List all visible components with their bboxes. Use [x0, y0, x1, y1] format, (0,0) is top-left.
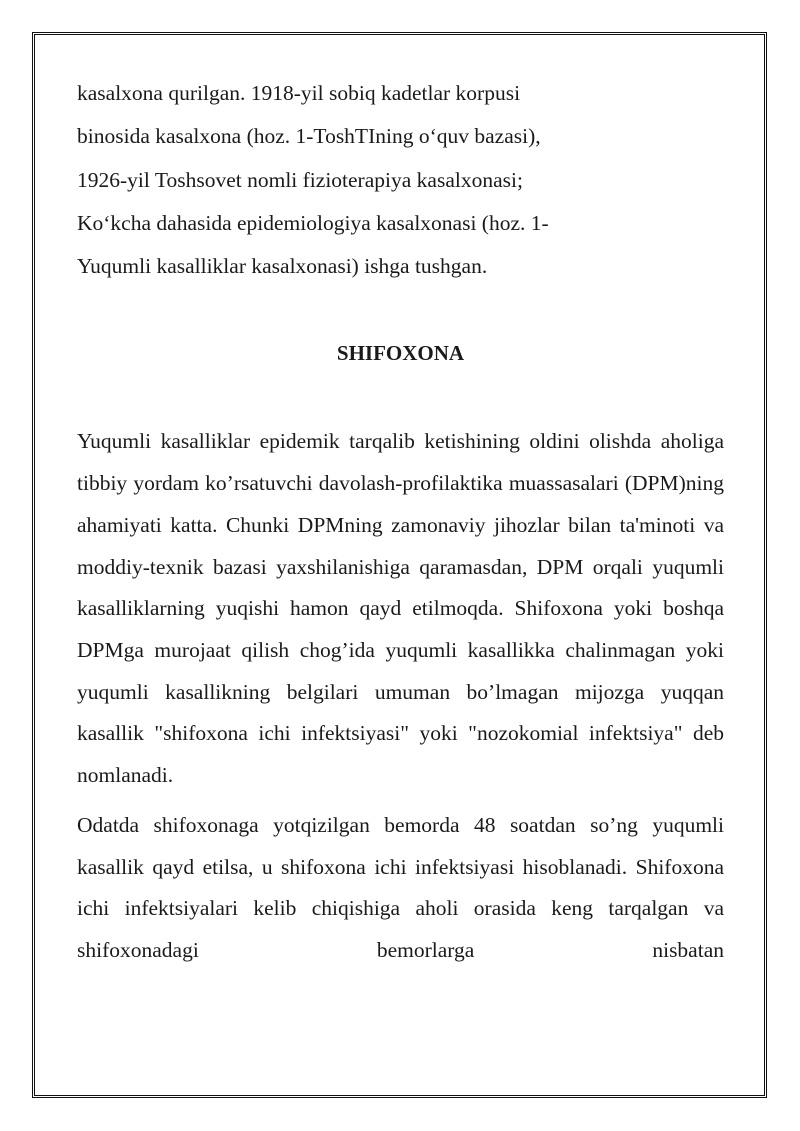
page-content — [77, 72, 724, 972]
intro-line: binosida kasalxona (hoz. 1-ToshTIning o‘quv bazasi), — [77, 124, 541, 149]
section-heading: SHIFOXONA — [336, 341, 465, 366]
intro-paragraph — [77, 72, 724, 288]
intro-line: kasalxona qurilgan. 1918-yil sobiq kadetlar korpusi — [77, 81, 521, 105]
intro-line: Yuqumli kasalliklar kasalxonasi) ishga tushgan. — [77, 254, 488, 279]
intro-line: 1926-yil Toshsovet nomli fizioterapiya kasalxonasi; — [77, 167, 523, 192]
intro-line: Ko‘kcha dahasida epidemiologiya kasalxonasi (hoz. 1- — [77, 210, 549, 235]
body-paragraph-1: Yuqumli kasalliklar epidemik tarqalib ketishining oldini olishda aholiga tibbiy yordam ko’rsatuvchi davolash-profilaktika muassasalari (DPM)ning ahamiyati katta. Chunki DPMning zamonaviy jihozlar bilan ta'minoti va moddiy-texnik bazasi yaxshilanishiga qaramasdan, DPM orqali yuqumli kasalliklarning yuqishi hamon qayd etilmoqda. Shifoxona yoki boshqa DPMga murojaat qilish chog’ida yuqumli kasallikka chalinmagan yoki yuqumli kasallikning belgilari umuman bo’lmagan mijozga yuqqan kasallik "shifoxona ichi infektsiyasi" yoki "nozokomial infektsiya" deb nomlanadi. — [77, 429, 724, 788]
body-paragraph-2: Odatda shifoxonaga yotqizilgan bemorda 48 soatdan so’ng yuqumli kasallik qayd etilsa, u shifoxona ichi infektsiyasi hisoblanadi. Shifoxona ichi infektsiyalari kelib chiqishiga aholi orasida keng tarqalgan va shifoxonadagi bemorlarga nisbatan — [77, 812, 724, 962]
